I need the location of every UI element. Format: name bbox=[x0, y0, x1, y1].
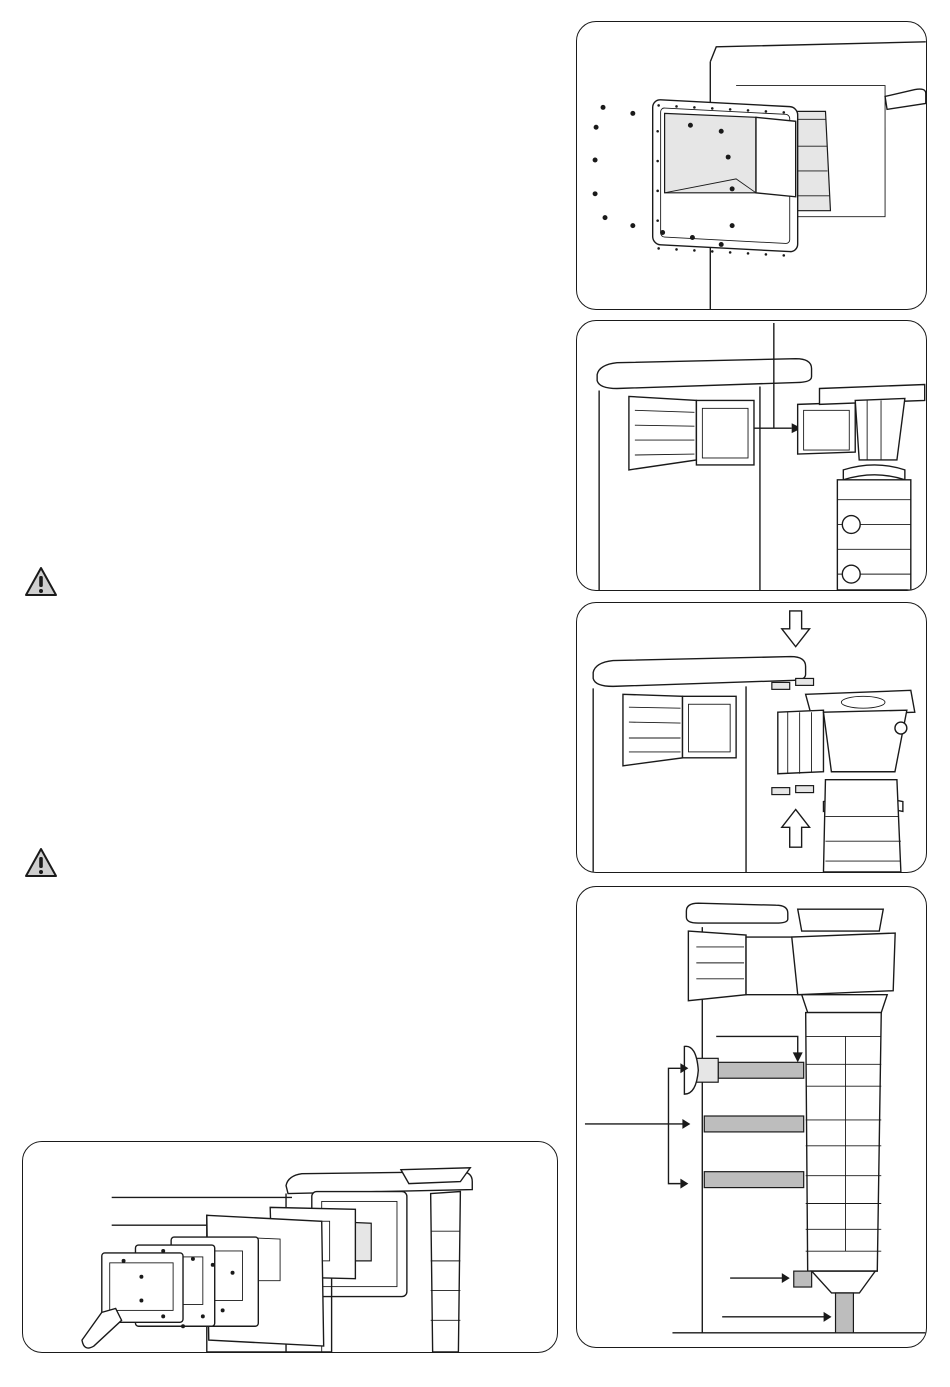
warning-icon bbox=[24, 566, 58, 598]
exploded-frame-drawing bbox=[23, 1142, 557, 1352]
frame-screws-drawing bbox=[577, 22, 926, 309]
clamps-drawing bbox=[577, 603, 926, 872]
figure-body-alignment bbox=[576, 320, 927, 591]
pipe-connections-drawing bbox=[577, 887, 926, 1347]
figure-exploded-frame bbox=[22, 1141, 558, 1353]
body-alignment-drawing bbox=[577, 321, 926, 590]
figure-pipe-connections bbox=[576, 886, 927, 1348]
figure-frame-screws bbox=[576, 21, 927, 310]
warning-icon bbox=[24, 847, 58, 879]
figure-clamps bbox=[576, 602, 927, 873]
